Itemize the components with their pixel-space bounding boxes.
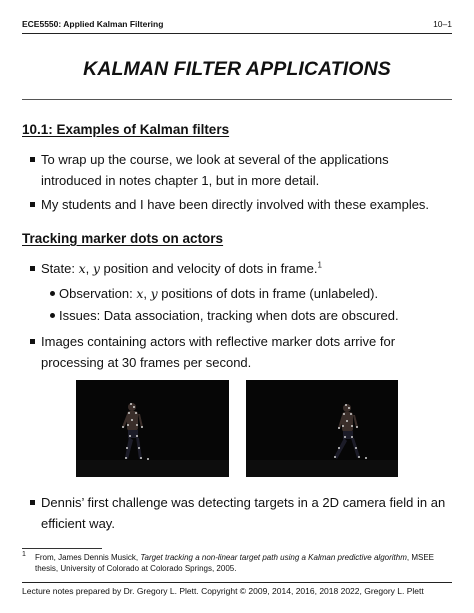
bullet-state — [30, 258, 450, 279]
bullet-text: Issues: Data association, tracking when dots are obscured. — [59, 308, 399, 323]
bullet-square-icon — [30, 157, 35, 162]
bullet-square-icon — [30, 500, 35, 505]
bullet-text: Observation: x, y positions of dots in frame (unlabeled). — [59, 286, 379, 301]
sub-bullet-observation — [50, 284, 450, 303]
footer-rule — [22, 582, 452, 583]
footnote-rule — [22, 548, 102, 549]
footnote-number: 1 — [22, 551, 26, 558]
bullet-wrap-up — [30, 149, 450, 191]
course-title: ECE5550: Applied Kalman Filtering — [22, 19, 164, 29]
bullet-square-icon — [30, 339, 35, 344]
footnote-ref: 1 — [317, 260, 322, 270]
bullet-square-icon — [30, 266, 35, 271]
thesis-title: Target tracking a non-linear target path using a Kalman predictive algorithm — [140, 553, 407, 562]
page-number: 10–1 — [433, 19, 452, 29]
header-rule — [22, 33, 452, 34]
footnote — [22, 552, 454, 574]
bullet-challenge — [30, 492, 450, 534]
bullet-text: Images containing actors with reflective marker dots arrive for processing at 30 frames per second. — [41, 334, 396, 370]
bullet-text: Dennis’ first challenge was detecting targets in a 2D camera field in an efficient way. — [41, 495, 446, 531]
bullet-dot-icon — [50, 313, 55, 318]
bullet-square-icon — [30, 202, 35, 207]
footnote-text: From, James Dennis Musick, Target tracking a non-linear target path using a Kalman predictive algorithm, MSEE thesis, University of Colorado at Colorado Springs, 2005. — [35, 553, 435, 573]
page-title: KALMAN FILTER APPLICATIONS — [83, 58, 391, 80]
bullet-text: My students and I have been directly involved with these examples. — [41, 197, 430, 212]
actor-frame-image-2 — [246, 380, 398, 477]
actor-frame-image-1 — [76, 380, 229, 477]
page-header — [22, 19, 452, 33]
title-rule — [22, 99, 452, 100]
page-footer: Lecture notes prepared by Dr. Gregory L. Plett. Copyright © 2009, 2014, 2016, 2018 2022, Gregory L. Plett — [22, 586, 424, 596]
actor-silhouette-1 — [76, 380, 229, 477]
actor-silhouette-2 — [246, 380, 398, 477]
bullet-text: State: x, y position and velocity of dots in frame.$^1$ — [41, 260, 322, 276]
section-heading-examples: 10.1: Examples of Kalman filters — [22, 122, 230, 137]
bullet-images — [30, 331, 450, 373]
bullet-text: To wrap up the course, we look at several of the applications introduced in notes chapter 1, but in more detail. — [41, 152, 389, 188]
sub-bullet-issues — [50, 306, 450, 325]
bullet-dot-icon — [50, 291, 55, 296]
bullet-involved — [30, 194, 450, 215]
section-heading-tracking: Tracking marker dots on actors — [22, 231, 224, 246]
